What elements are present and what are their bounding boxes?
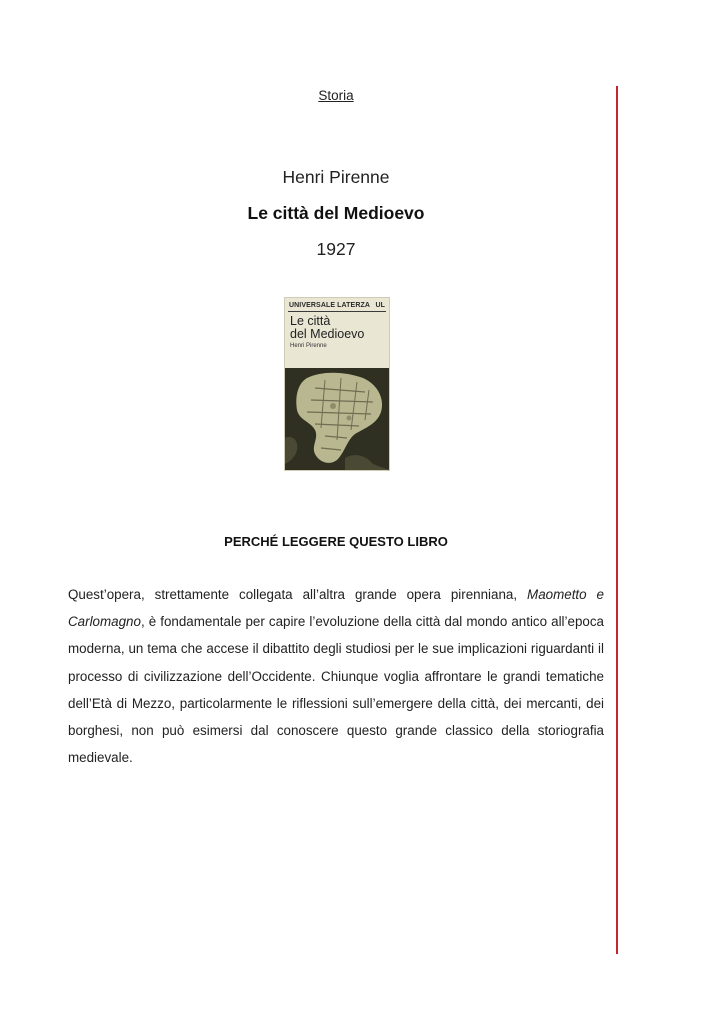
cover-series-label <box>289 302 385 309</box>
cover-series-name: UNIVERSALE LATERZA <box>289 302 371 309</box>
category-label: Storia <box>318 88 354 103</box>
book-title: Le città del Medioevo <box>247 203 425 223</box>
book-cover-image <box>285 298 389 470</box>
body-paragraph <box>68 581 604 771</box>
body-text-italic-title: Maometto e Carlomagno <box>68 587 604 630</box>
cover-header <box>285 298 389 368</box>
cover-title: Le città del Medioevo <box>290 314 365 341</box>
body-text-part2: , è fondamentale per capire l’evoluzione della città dal mondo antico all’epoca moderna, un tema che accese il dibattito degli studiosi per le sue implicazioni riguardanti il processo di civilizzazione dell’Occidente. Chiunque voglia affrontare le grandi tematiche dell’Età di Mezzo, particolarmente le riflessioni sull’emergere della città, dei mercanti, dei borghesi, non può esimersi dal conoscere questo grande classico della storiografia medievale. <box>68 614 604 766</box>
cover-map-illustration <box>285 368 389 470</box>
section-heading: PERCHÉ LEGGERE QUESTO LIBRO <box>224 534 448 549</box>
cover-series-mark: UL <box>375 302 385 309</box>
book-author: Henri Pirenne <box>282 167 390 187</box>
cover-author: Henri Pirenne <box>290 343 327 349</box>
cover-divider <box>288 311 386 312</box>
body-text-part1: Quest’opera, strettamente collegata all’altra grande opera pirenniana, <box>68 587 528 602</box>
publication-year: 1927 <box>316 239 356 259</box>
